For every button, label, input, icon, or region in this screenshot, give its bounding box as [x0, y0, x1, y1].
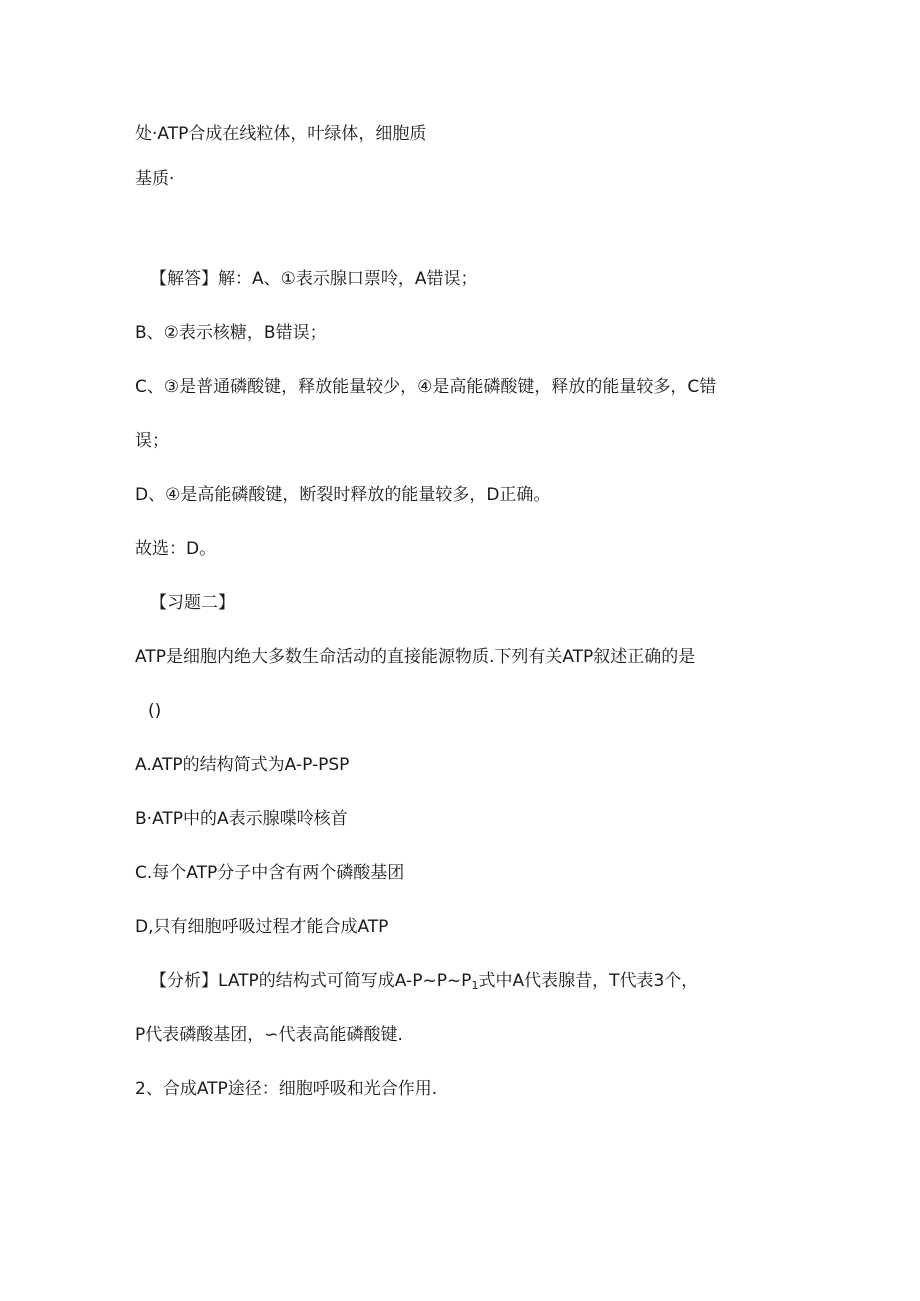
text-line-6: 误；: [135, 431, 169, 451]
analysis-line: [150, 970, 698, 992]
text-line-1: 处·ATP合成在线粒体，叶绿体，细胞质: [135, 124, 427, 144]
analysis-line-3: 2、合成ATP途径：细胞呼吸和光合作用.: [135, 1079, 438, 1099]
analysis-line-2: P代表磷酸基团，∽代表高能磷酸键.: [135, 1025, 403, 1045]
option-a: A.ATP的结构简式为A-P-PSP: [135, 755, 350, 775]
analysis-suffix: 式中A代表腺昔，T代表3个，: [478, 971, 699, 991]
text-line-4: B、②表示核糖，B错误；: [135, 323, 327, 343]
answer-blank: (): [148, 701, 162, 721]
option-b: B·ATP中的A表示腺喋呤核首: [135, 809, 348, 829]
analysis-subscript: 1: [471, 979, 479, 992]
option-d: D,只有细胞呼吸过程才能合成ATP: [135, 917, 389, 937]
analysis-prefix: 【分析】LATP的结构式可简写成A-P~P~P: [150, 971, 472, 991]
option-c: C.每个ATP分子中含有两个磷酸基团: [135, 863, 405, 883]
text-line-7: D、④是高能磷酸键，断裂时释放的能量较多，D正确。: [135, 485, 551, 505]
exercise-two-heading: 【习题二】: [150, 593, 235, 613]
text-line-5: C、③是普通磷酸键，释放能量较少，④是高能磷酸键，释放的能量较多，C错: [135, 377, 717, 397]
answer-heading-line: 【解答】解：A、①表示腺口票呤，A错误；: [150, 269, 478, 289]
text-line-8: 故选：D。: [135, 539, 217, 559]
text-line-2: 基质·: [135, 169, 175, 189]
question-stem: ATP是细胞内绝大多数生命活动的直接能源物质.下列有关ATP叙述正确的是: [135, 647, 696, 667]
